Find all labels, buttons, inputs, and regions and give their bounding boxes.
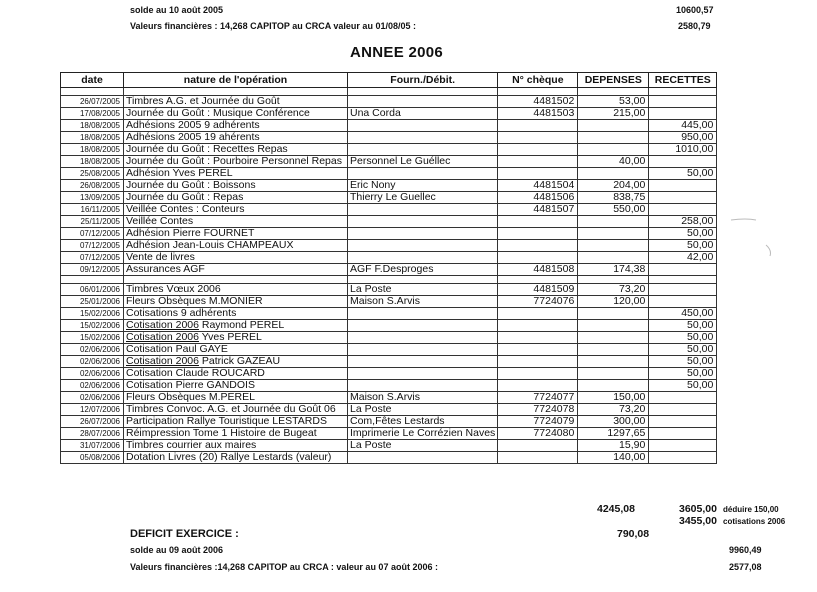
cell-cheque (498, 380, 578, 392)
cell-expense: 550,00 (578, 204, 649, 216)
cell-date: 09/12/2005 (61, 264, 124, 276)
table-row (61, 308, 717, 320)
cell-nature (124, 332, 348, 344)
cell-receipt (649, 156, 717, 168)
cell-nature: Adhésion Pierre FOURNET (124, 228, 348, 240)
cell-cheque (498, 368, 578, 380)
cell-expense: 174,38 (578, 264, 649, 276)
total-receipts: 3605,00 (679, 503, 717, 515)
cell-receipt (649, 108, 717, 120)
cell-expense (578, 144, 649, 156)
cell-cheque: 7724080 (498, 428, 578, 440)
cell-supplier: Personnel Le Guéllec (348, 156, 498, 168)
cell-supplier (348, 380, 498, 392)
cell-nature (124, 276, 348, 284)
table-row (61, 428, 717, 440)
cell-nature (124, 88, 348, 96)
cell-receipt (649, 284, 717, 296)
table-row (61, 392, 717, 404)
cell-supplier: Thierry Le Guellec (348, 192, 498, 204)
cell-date: 13/09/2005 (61, 192, 124, 204)
cell-supplier (348, 120, 498, 132)
cell-supplier: Maison S.Arvis (348, 296, 498, 308)
cell-date: 26/08/2005 (61, 180, 124, 192)
cell-cheque (498, 320, 578, 332)
cell-supplier: Com,Fêtes Lestards (348, 416, 498, 428)
securities-value: 2580,79 (678, 21, 711, 31)
cell-receipt (649, 440, 717, 452)
cell-receipt: 50,00 (649, 344, 717, 356)
cell-cheque: 4481506 (498, 192, 578, 204)
table-row (61, 264, 717, 276)
cell-receipt: 50,00 (649, 168, 717, 180)
table-row (61, 108, 717, 120)
cell-receipt (649, 404, 717, 416)
cell-receipt (649, 88, 717, 96)
cell-receipt: 1010,00 (649, 144, 717, 156)
cell-expense (578, 228, 649, 240)
cell-nature: Timbres courrier aux maires (124, 440, 348, 452)
cell-expense: 204,00 (578, 180, 649, 192)
cell-expense (578, 132, 649, 144)
cell-receipt: 450,00 (649, 308, 717, 320)
ledger-table (60, 72, 717, 464)
cell-supplier: Eric Nony (348, 180, 498, 192)
cell-supplier: La Poste (348, 284, 498, 296)
cell-receipt (649, 96, 717, 108)
cell-cheque (498, 252, 578, 264)
closing-securities-label: Valeurs financières :14,268 CAPITOP au CRCA : valeur au 07 août 2006 : (130, 562, 438, 572)
cell-cheque (498, 452, 578, 464)
cell-nature: Adhésions 2005 19 ahérents (124, 132, 348, 144)
cell-cheque: 7724076 (498, 296, 578, 308)
cell-receipt (649, 276, 717, 284)
cell-date: 15/02/2006 (61, 320, 124, 332)
cell-date: 15/02/2006 (61, 332, 124, 344)
cell-cheque (498, 156, 578, 168)
cell-supplier (348, 88, 498, 96)
cell-nature: Journée du Goût : Repas (124, 192, 348, 204)
cell-receipt (649, 452, 717, 464)
cell-nature: Assurances AGF (124, 264, 348, 276)
cell-nature: Cotisation Claude ROUCARD (124, 368, 348, 380)
membership-note: cotisations 2006 (723, 517, 786, 526)
col-header-receipts: RECETTES (649, 73, 717, 88)
cell-nature: Veillée Contes (124, 216, 348, 228)
closing-balance-label: solde au 09 août 2006 (130, 545, 224, 555)
cell-date: 26/07/2005 (61, 96, 124, 108)
cell-receipt (649, 264, 717, 276)
cell-expense (578, 252, 649, 264)
cell-supplier (348, 204, 498, 216)
table-row (61, 252, 717, 264)
table-row (61, 320, 717, 332)
cell-nature: Timbres Convoc. A.G. et Journée du Goût 06 (124, 404, 348, 416)
opening-balance-label: solde au 10 août 2005 (130, 5, 224, 15)
cell-date: 28/07/2006 (61, 428, 124, 440)
cell-receipt: 50,00 (649, 380, 717, 392)
cell-cheque (498, 132, 578, 144)
closing-securities-value: 2577,08 (729, 562, 762, 572)
cell-expense (578, 216, 649, 228)
cell-cheque (498, 344, 578, 356)
cell-cheque: 4481509 (498, 284, 578, 296)
cell-cheque (498, 240, 578, 252)
cell-cheque (498, 120, 578, 132)
cell-supplier (348, 216, 498, 228)
nature-rest: Patrick GAZEAU (198, 355, 281, 367)
cell-nature: Adhésions 2005 9 adhérents (124, 120, 348, 132)
cell-nature: Adhésion Jean-Louis CHAMPEAUX (124, 240, 348, 252)
net-receipts: 3455,00 (679, 515, 717, 527)
cell-supplier (348, 276, 498, 284)
closing-balance-value: 9960,49 (729, 545, 762, 555)
cell-date: 07/12/2005 (61, 252, 124, 264)
cell-expense (578, 276, 649, 284)
cell-receipt: 50,00 (649, 240, 717, 252)
table-row (61, 144, 717, 156)
cell-date: 16/11/2005 (61, 204, 124, 216)
cell-nature: Journée du Goût : Recettes Repas (124, 144, 348, 156)
cell-receipt (649, 180, 717, 192)
cell-date: 02/06/2006 (61, 344, 124, 356)
cell-cheque: 7724077 (498, 392, 578, 404)
cell-expense (578, 380, 649, 392)
cell-nature: Réimpression Tome 1 Histoire de Bugeat (124, 428, 348, 440)
cell-expense (578, 320, 649, 332)
nature-underlined: Cotisation 2006 (126, 319, 199, 331)
table-row (61, 216, 717, 228)
cell-supplier (348, 320, 498, 332)
cell-supplier: Maison S.Arvis (348, 392, 498, 404)
cell-expense: 15,90 (578, 440, 649, 452)
ledger-body (61, 88, 717, 464)
cell-expense: 120,00 (578, 296, 649, 308)
cell-date: 15/02/2006 (61, 308, 124, 320)
cell-receipt: 50,00 (649, 368, 717, 380)
cell-cheque (498, 88, 578, 96)
table-row (61, 96, 717, 108)
cell-nature: Vente de livres (124, 252, 348, 264)
cell-nature: Participation Rallye Touristique LESTARDS (124, 416, 348, 428)
cell-nature: Journée du Goût : Musique Conférence (124, 108, 348, 120)
cell-supplier (348, 168, 498, 180)
cell-expense: 300,00 (578, 416, 649, 428)
cell-cheque: 4481502 (498, 96, 578, 108)
cell-date: 25/11/2005 (61, 216, 124, 228)
cell-supplier: AGF F.Desproges (348, 264, 498, 276)
cell-expense: 140,00 (578, 452, 649, 464)
deduction-note: déduire 150,00 (723, 505, 779, 514)
cell-supplier (348, 368, 498, 380)
cell-cheque: 7724078 (498, 404, 578, 416)
cell-nature: Veillée Contes : Conteurs (124, 204, 348, 216)
col-header-supplier: Fourn./Débit. (348, 73, 498, 88)
total-expenses: 4245,08 (597, 503, 635, 515)
cell-nature: Fleurs Obsèques M.PEREL (124, 392, 348, 404)
col-header-expenses: DEPENSES (578, 73, 649, 88)
page-title: ANNEE 2006 (350, 44, 444, 61)
cell-cheque: 7724079 (498, 416, 578, 428)
cell-nature: Journée du Goût : Pourboire Personnel Repas (124, 156, 348, 168)
cell-expense: 40,00 (578, 156, 649, 168)
cell-supplier (348, 132, 498, 144)
cell-date: 18/08/2005 (61, 144, 124, 156)
cell-date: 25/08/2005 (61, 168, 124, 180)
cell-expense (578, 88, 649, 96)
table-row (61, 156, 717, 168)
table-row (61, 284, 717, 296)
nature-rest: Raymond PEREL (198, 319, 285, 331)
cell-expense (578, 344, 649, 356)
cell-expense: 838,75 (578, 192, 649, 204)
cell-receipt: 50,00 (649, 332, 717, 344)
cell-date: 02/06/2006 (61, 392, 124, 404)
col-header-date: date (61, 73, 124, 88)
cell-date: 12/07/2006 (61, 404, 124, 416)
cell-cheque (498, 276, 578, 284)
cell-supplier (348, 308, 498, 320)
table-row (61, 452, 717, 464)
cell-expense: 215,00 (578, 108, 649, 120)
table-row (61, 344, 717, 356)
table-row (61, 88, 717, 96)
cell-supplier (348, 240, 498, 252)
cell-expense: 73,20 (578, 284, 649, 296)
cell-date: 26/07/2006 (61, 416, 124, 428)
opening-balance-value: 10600,57 (676, 5, 714, 15)
cell-date: 07/12/2005 (61, 240, 124, 252)
table-row (61, 380, 717, 392)
table-row (61, 276, 717, 284)
ledger-header-row (61, 73, 717, 88)
cell-date: 02/06/2006 (61, 356, 124, 368)
cell-nature: Fleurs Obsèques M.MONIER (124, 296, 348, 308)
pencil-mark-icon (726, 200, 786, 260)
cell-nature: Dotation Livres (20) Rallye Lestards (valeur) (124, 452, 348, 464)
table-row (61, 228, 717, 240)
cell-expense (578, 356, 649, 368)
table-row (61, 356, 717, 368)
table-row (61, 296, 717, 308)
cell-expense: 73,20 (578, 404, 649, 416)
table-row (61, 132, 717, 144)
cell-nature (124, 320, 348, 332)
table-row (61, 240, 717, 252)
cell-receipt: 445,00 (649, 120, 717, 132)
cell-expense (578, 308, 649, 320)
cell-receipt: 50,00 (649, 228, 717, 240)
cell-receipt (649, 296, 717, 308)
cell-nature: Adhésion Yves PEREL (124, 168, 348, 180)
cell-cheque (498, 168, 578, 180)
cell-supplier: Imprimerie Le Corrézien Naves (348, 428, 498, 440)
cell-date (61, 276, 124, 284)
cell-receipt: 950,00 (649, 132, 717, 144)
cell-cheque (498, 356, 578, 368)
cell-nature: Cotisation Paul GAYE (124, 344, 348, 356)
cell-supplier (348, 356, 498, 368)
cell-expense: 150,00 (578, 392, 649, 404)
cell-cheque (498, 332, 578, 344)
cell-supplier: Una Corda (348, 108, 498, 120)
cell-cheque (498, 440, 578, 452)
cell-supplier (348, 452, 498, 464)
cell-date: 18/08/2005 (61, 132, 124, 144)
cell-date: 18/08/2005 (61, 120, 124, 132)
table-row (61, 404, 717, 416)
cell-supplier (348, 144, 498, 156)
cell-nature: Timbres Vœux 2006 (124, 284, 348, 296)
cell-expense (578, 120, 649, 132)
cell-cheque (498, 216, 578, 228)
cell-date: 17/08/2005 (61, 108, 124, 120)
cell-cheque: 4481508 (498, 264, 578, 276)
table-row (61, 168, 717, 180)
table-row (61, 180, 717, 192)
col-header-cheque: N° chèque (498, 73, 578, 88)
cell-receipt (649, 416, 717, 428)
cell-receipt: 42,00 (649, 252, 717, 264)
securities-label: Valeurs financières : 14,268 CAPITOP au CRCA valeur au 01/08/05 : (130, 21, 416, 31)
cell-supplier: La Poste (348, 440, 498, 452)
deficit-value: 790,08 (617, 528, 650, 540)
table-row (61, 440, 717, 452)
cell-cheque: 4481507 (498, 204, 578, 216)
cell-date: 02/06/2006 (61, 368, 124, 380)
cell-supplier (348, 332, 498, 344)
cell-cheque: 4481504 (498, 180, 578, 192)
cell-expense: 1297,65 (578, 428, 649, 440)
cell-expense (578, 332, 649, 344)
cell-nature: Journée du Goût : Boissons (124, 180, 348, 192)
cell-cheque (498, 308, 578, 320)
cell-date: 02/06/2006 (61, 380, 124, 392)
cell-nature: Timbres A.G. et Journée du Goût (124, 96, 348, 108)
cell-receipt: 258,00 (649, 216, 717, 228)
col-header-nature: nature de l'opération (124, 73, 348, 88)
nature-underlined: Cotisation 2006 (126, 331, 199, 343)
cell-receipt (649, 428, 717, 440)
cell-supplier: La Poste (348, 404, 498, 416)
cell-receipt (649, 192, 717, 204)
cell-supplier (348, 96, 498, 108)
table-row (61, 120, 717, 132)
cell-nature: Cotisation Pierre GANDOIS (124, 380, 348, 392)
cell-supplier (348, 228, 498, 240)
cell-nature (124, 356, 348, 368)
table-row (61, 416, 717, 428)
cell-nature: Cotisations 9 adhérents (124, 308, 348, 320)
cell-expense (578, 240, 649, 252)
cell-date: 05/08/2006 (61, 452, 124, 464)
nature-underlined: Cotisation 2006 (126, 355, 199, 367)
cell-date: 25/01/2006 (61, 296, 124, 308)
cell-cheque (498, 228, 578, 240)
nature-rest: Yves PEREL (198, 331, 262, 343)
cell-supplier (348, 252, 498, 264)
cell-date: 31/07/2006 (61, 440, 124, 452)
table-row (61, 204, 717, 216)
table-row (61, 368, 717, 380)
cell-date: 07/12/2005 (61, 228, 124, 240)
cell-receipt: 50,00 (649, 320, 717, 332)
cell-expense (578, 168, 649, 180)
cell-cheque (498, 144, 578, 156)
cell-date: 18/08/2005 (61, 156, 124, 168)
cell-supplier (348, 344, 498, 356)
cell-receipt (649, 204, 717, 216)
deficit-label: DEFICIT EXERCICE : (130, 528, 239, 540)
cell-expense (578, 368, 649, 380)
table-row (61, 332, 717, 344)
cell-expense: 53,00 (578, 96, 649, 108)
table-row (61, 192, 717, 204)
cell-date (61, 88, 124, 96)
cell-date: 06/01/2006 (61, 284, 124, 296)
cell-cheque: 4481503 (498, 108, 578, 120)
cell-receipt (649, 392, 717, 404)
cell-receipt: 50,00 (649, 356, 717, 368)
